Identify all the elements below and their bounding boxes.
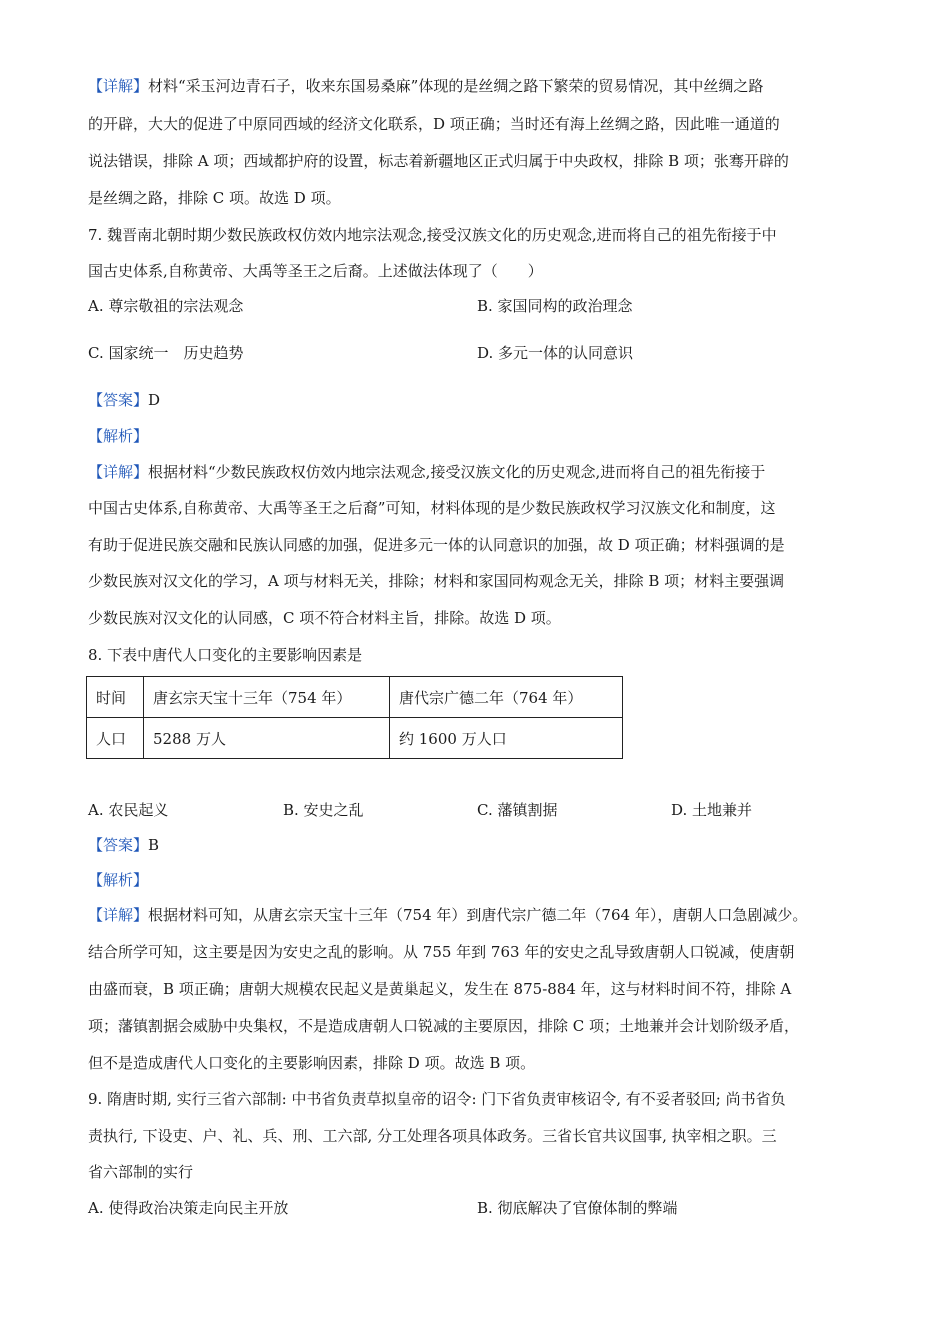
analysis-tag: 【解析】 (88, 427, 149, 445)
q8-option-a: A. 农民起义 (88, 801, 169, 819)
q7-detail-line (88, 462, 765, 482)
q9-option-b: B. 彻底解决了官僚体制的弊端 (477, 1199, 678, 1217)
q8-option-d: D. 土地兼并 (671, 801, 753, 819)
table-row (87, 677, 623, 718)
table-header-cell: 唐玄宗天宝十三年（754 年） (144, 677, 390, 718)
q7-option-a: A. 尊宗敬祖的宗法观念 (88, 297, 244, 315)
q6-detail-line: 的开辟，大大的促进了中原同西域的经济文化联系，D 项正确；当时还有海上丝绸之路，因此唯一通道的 (88, 115, 780, 133)
q8-option-b: B. 安史之乱 (283, 801, 364, 819)
q6-detail-line: 是丝绸之路，排除 C 项。故选 D 项。 (88, 189, 341, 207)
q8-answer (88, 835, 159, 855)
q8-option-c: C. 藩镇割据 (477, 801, 558, 819)
q9-option-a: A. 使得政治决策走向民主开放 (88, 1199, 289, 1217)
q9-stem-line: 责执行, 下设吏、户、礼、兵、刑、工六部, 分工处理各项具体政务。三省长官共议国事, 执宰相之职。三 (88, 1127, 777, 1145)
q6-detail-line (88, 76, 763, 96)
q8-detail-line: 由盛而衰，B 项正确；唐朝大规模农民起义是黄巢起义，发生在 875-884 年，这与材料时间不符，排除 A (88, 980, 792, 998)
q7-detail-line: 少数民族对汉文化的认同感，C 项不符合材料主旨，排除。故选 D 项。 (88, 609, 561, 627)
q7-option-b: B. 家国同构的政治理念 (477, 297, 633, 315)
answer-value: D (148, 391, 161, 409)
detail-tag: 【详解】 (88, 77, 149, 95)
q9-stem-line: 9. 隋唐时期, 实行三省六部制: 中书省负责草拟皇帝的诏令: 门下省负责审核诏令, 有不妥者驳回; 尚书省负 (88, 1090, 786, 1108)
q8-detail-line: 项；藩镇割据会威胁中央集权，不是造成唐朝人口锐减的主要原因，排除 C 项；土地兼并会计划阶级矛盾， (88, 1017, 800, 1035)
answer-tag: 【答案】 (88, 391, 149, 409)
q8-detail-line (88, 905, 807, 925)
table-cell: 人口 (87, 718, 144, 759)
population-table (86, 676, 623, 759)
q7-stem-line: 国古史体系,自称黄帝、大禹等圣王之后裔。上述做法体现了（ ） (88, 262, 543, 280)
q9-stem-line: 省六部制的实行 (88, 1163, 194, 1181)
table-cell: 5288 万人 (144, 718, 390, 759)
table-cell: 约 1600 万人口 (390, 718, 623, 759)
analysis-tag: 【解析】 (88, 871, 149, 889)
detail-text: 根据材料可知，从唐玄宗天宝十三年（754 年）到唐代宗广德二年（764 年），唐朝人口急剧减少。 (148, 906, 808, 924)
q7-stem-line: 7. 魏晋南北朝时期少数民族政权仿效内地宗法观念,接受汉族文化的历史观念,进而将自己的祖先衔接于中 (88, 226, 777, 244)
q6-detail-line: 说法错误，排除 A 项；西域都护府的设置，标志着新疆地区正式归属于中央政权，排除 B 项；张骞开辟的 (88, 152, 789, 170)
q7-analysis-tag (88, 426, 148, 446)
q7-detail-line: 少数民族对汉文化的学习，A 项与材料无关，排除；材料和家国同构观念无关，排除 B 项；材料主要强调 (88, 572, 785, 590)
q8-stem: 8. 下表中唐代人口变化的主要影响因素是 (88, 646, 363, 664)
detail-tag: 【详解】 (88, 906, 149, 924)
table-row (87, 718, 623, 759)
table-header-cell: 时间 (87, 677, 144, 718)
detail-text: 材料“采玉河边青石子，收来东国易桑麻”体现的是丝绸之路下繁荣的贸易情况，其中丝绸之路 (148, 77, 764, 95)
q8-detail-line: 结合所学可知，这主要是因为安史之乱的影响。从 755 年到 763 年的安史之乱导致唐朝人口锐减，使唐朝 (88, 943, 795, 961)
q7-option-d: D. 多元一体的认同意识 (477, 344, 634, 362)
answer-tag: 【答案】 (88, 836, 149, 854)
q8-analysis-tag (88, 870, 148, 890)
q7-detail-line: 中国古史体系,自称黄帝、大禹等圣王之后裔”可知，材料体现的是少数民族政权学习汉族文化和制度，这 (88, 499, 776, 517)
q8-detail-line: 但不是造成唐代人口变化的主要影响因素，排除 D 项。故选 B 项。 (88, 1054, 536, 1072)
table-header-cell: 唐代宗广德二年（764 年） (390, 677, 623, 718)
q7-option-c: C. 国家统一 历史趋势 (88, 344, 244, 362)
q7-answer (88, 390, 160, 410)
detail-text: 根据材料“少数民族政权仿效内地宗法观念,接受汉族文化的历史观念,进而将自己的祖先衔接于 (148, 463, 766, 481)
q7-detail-line: 有助于促进民族交融和民族认同感的加强，促进多元一体的认同意识的加强，故 D 项正确；材料强调的是 (88, 536, 785, 554)
answer-value: B (148, 836, 160, 854)
detail-tag: 【详解】 (88, 463, 149, 481)
